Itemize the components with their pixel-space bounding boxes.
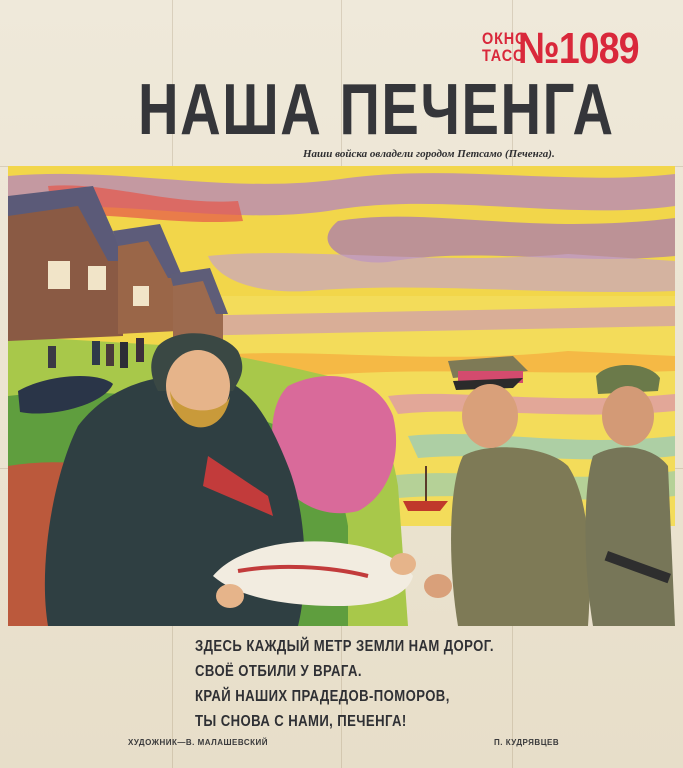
poster-title: НАША ПЕЧЕНГА xyxy=(138,70,615,150)
verse-line: ЗДЕСЬ КАЖДЫЙ МЕТР ЗЕМЛИ НАМ ДОРОГ. xyxy=(195,638,494,655)
illustration-canvas xyxy=(8,166,675,626)
cloud xyxy=(208,253,675,292)
artist-credit: ХУДОЖНИК—В. МАЛАШЕВСКИЙ xyxy=(128,738,269,747)
verse xyxy=(195,634,615,734)
poster-subtitle: Наши войска овладели городом Петсамо (Печенга). xyxy=(303,148,555,160)
verse-line: ТЫ СНОВА С НАМИ, ПЕЧЕНГА! xyxy=(195,713,407,730)
series-label-line1: ОКНО xyxy=(482,29,528,48)
series-label-line2: ТАСС xyxy=(482,46,525,65)
verse-line: КРАЙ НАШИХ ПРАДЕДОВ-ПОМОРОВ, xyxy=(195,688,450,705)
author-credit: П. КУДРЯВЦЕВ xyxy=(494,738,560,747)
verse-line: СВОЁ ОТБИЛИ У ВРАГА. xyxy=(195,663,362,680)
illustration xyxy=(8,166,675,626)
cloud xyxy=(328,217,675,263)
issue-number: №1089 xyxy=(518,24,639,73)
